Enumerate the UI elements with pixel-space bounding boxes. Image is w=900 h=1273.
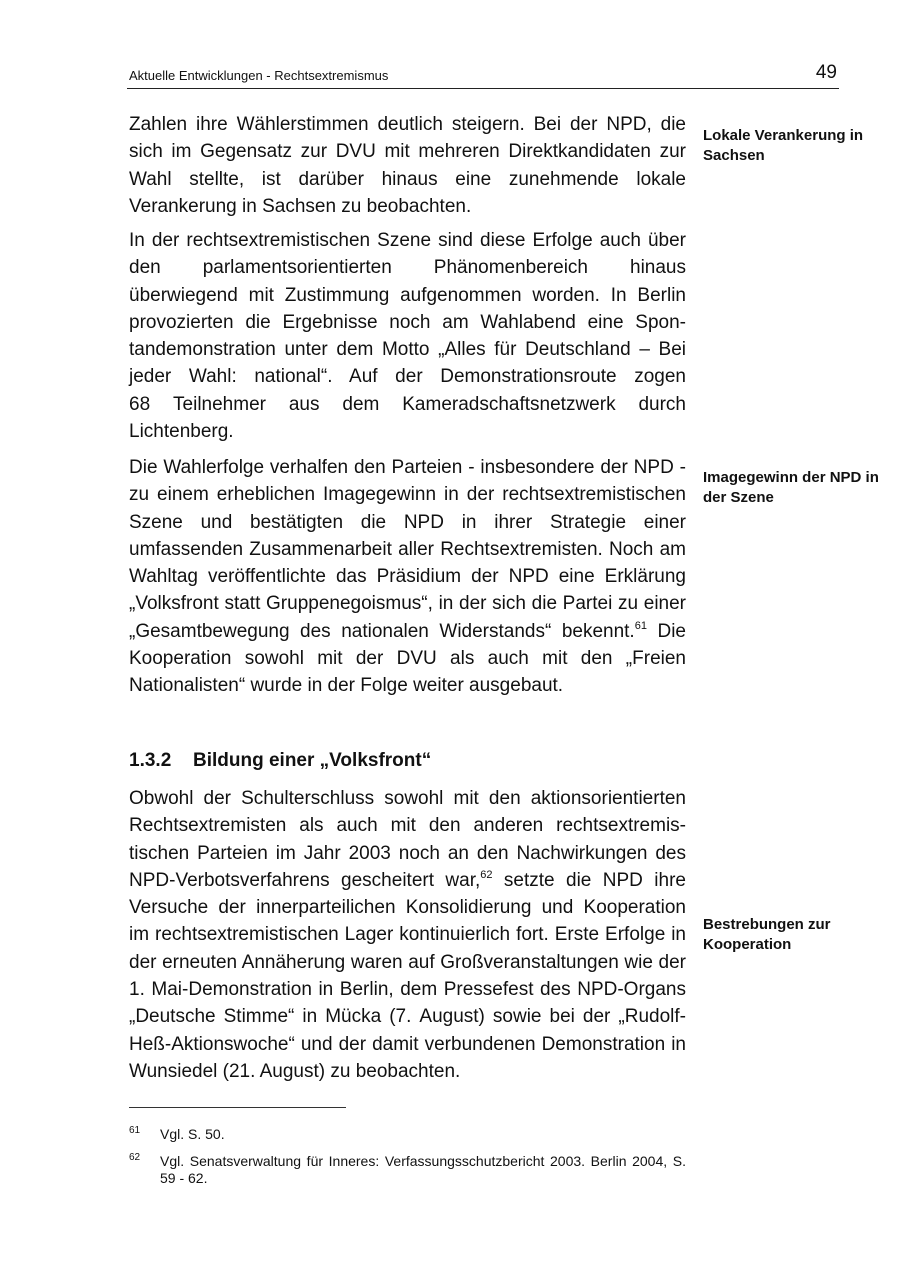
paragraph-text: setzte die NPD ihre Versuche der innerparteilichen Konsolidierung und Kooperation im rechtsextremistischen Lager kontinuierlich fort. Erste Erfolge in der erneuten Annäherung waren auf Großveranstaltungen wie der 1. Mai-Demonstration in Berlin, dem Pressefest des NPD-Organs „Deutsche Stimme“ in Mücka (7. August) sowie bei der „Rudolf-Heß-Aktionswoche“ und der damit verbundenen Demonstration in Wunsiedel (21. August) zu beobachten. [129,869,686,1082]
footnote-text: Vgl. S. 50. [160,1126,225,1142]
footnote [129,1153,686,1187]
paragraph: In der rechtsextremistischen Szene sind diese Erfolge auch über den parlamentsorientierten Phänomenbereich hinaus überwiegend mit Zustimmung aufgenommen worden. In Berlin provozierten die Ergebnisse noch am Wahlabend eine Spontandemonstration unter dem Motto „Alles für Deutschland – Bei jeder Wahl: national“. Auf der Demonstrationsroute zogen 68 Teilnehmer aus dem Kameradschaftsnetzwerk durch Lichtenberg. [129,230,686,443]
page-header [127,62,839,89]
page-number: 49 [815,62,837,83]
paragraph-text: Die Kooperation sowohl mit der DVU als auch mit den „Freien Nationalisten“ wurde in der Folge weiter ausgebaut. [129,620,686,697]
footnote [129,1126,686,1143]
margin-note: Bestrebungen zur Kooperation [703,916,831,953]
section-number: 1.3.2 [129,750,172,771]
paragraph-text: Die Wahlerfolge verhalfen den Parteien - insbesondere der NPD - zu einem erheblichen Imagegewinn in der rechtsextremistischen Szene und bestätigten die NPD in ihrer Strategie einer umfassenden Zusammenarbeit aller Rechtsextremisten. Noch am Wahltag veröffentlichte das Präsidium der NPD eine Erklärung „Volksfront statt Gruppenegoismus“, in der sich die Partei zu einer „Gesamtbewegung des nationalen Widerstands“ bekennt. [129,457,686,642]
footnote-reference[interactable]: 61 [634,619,647,632]
footnote-mark: 61 [129,1125,141,1136]
footnote-divider [129,1107,346,1108]
paragraph [129,454,686,700]
section-title: Bildung einer „Volksfront“ [193,750,432,771]
paragraph-text: Obwohl der Schulterschluss sowohl mit den aktionsorientierten Rechtsextremisten als auch mit den anderen rechtsextremistischen Parteien im Jahr 2003 noch an den Nachwirkungen des NPD-Verbotsverfahrens gescheitert war, [129,788,686,891]
footnote-reference[interactable]: 62 [480,868,493,881]
margin-note: Lokale Verankerung in Sachsen [703,127,864,164]
paragraph [129,785,686,1085]
footnote-mark: 62 [129,1152,141,1163]
margin-note: Imagegewinn der NPD in der Szene [703,469,879,506]
paragraph: Zahlen ihre Wählerstimmen deutlich steigern. Bei der NPD, die sich im Gegensatz zur DVU mit mehreren Direktkandidaten zur Wahl stellte, ist darüber hinaus eine zunehmende lokale Verankerung in Sachsen zu beobachten. [129,114,686,217]
running-title: Aktuelle Entwicklungen - Rechtsextremismus [129,68,389,83]
section-heading [129,750,431,772]
footnote-text: Vgl. Senatsverwaltung für Inneres: Verfassungsschutzbericht 2003. Berlin 2004, S. 59 - 62. [160,1153,686,1186]
